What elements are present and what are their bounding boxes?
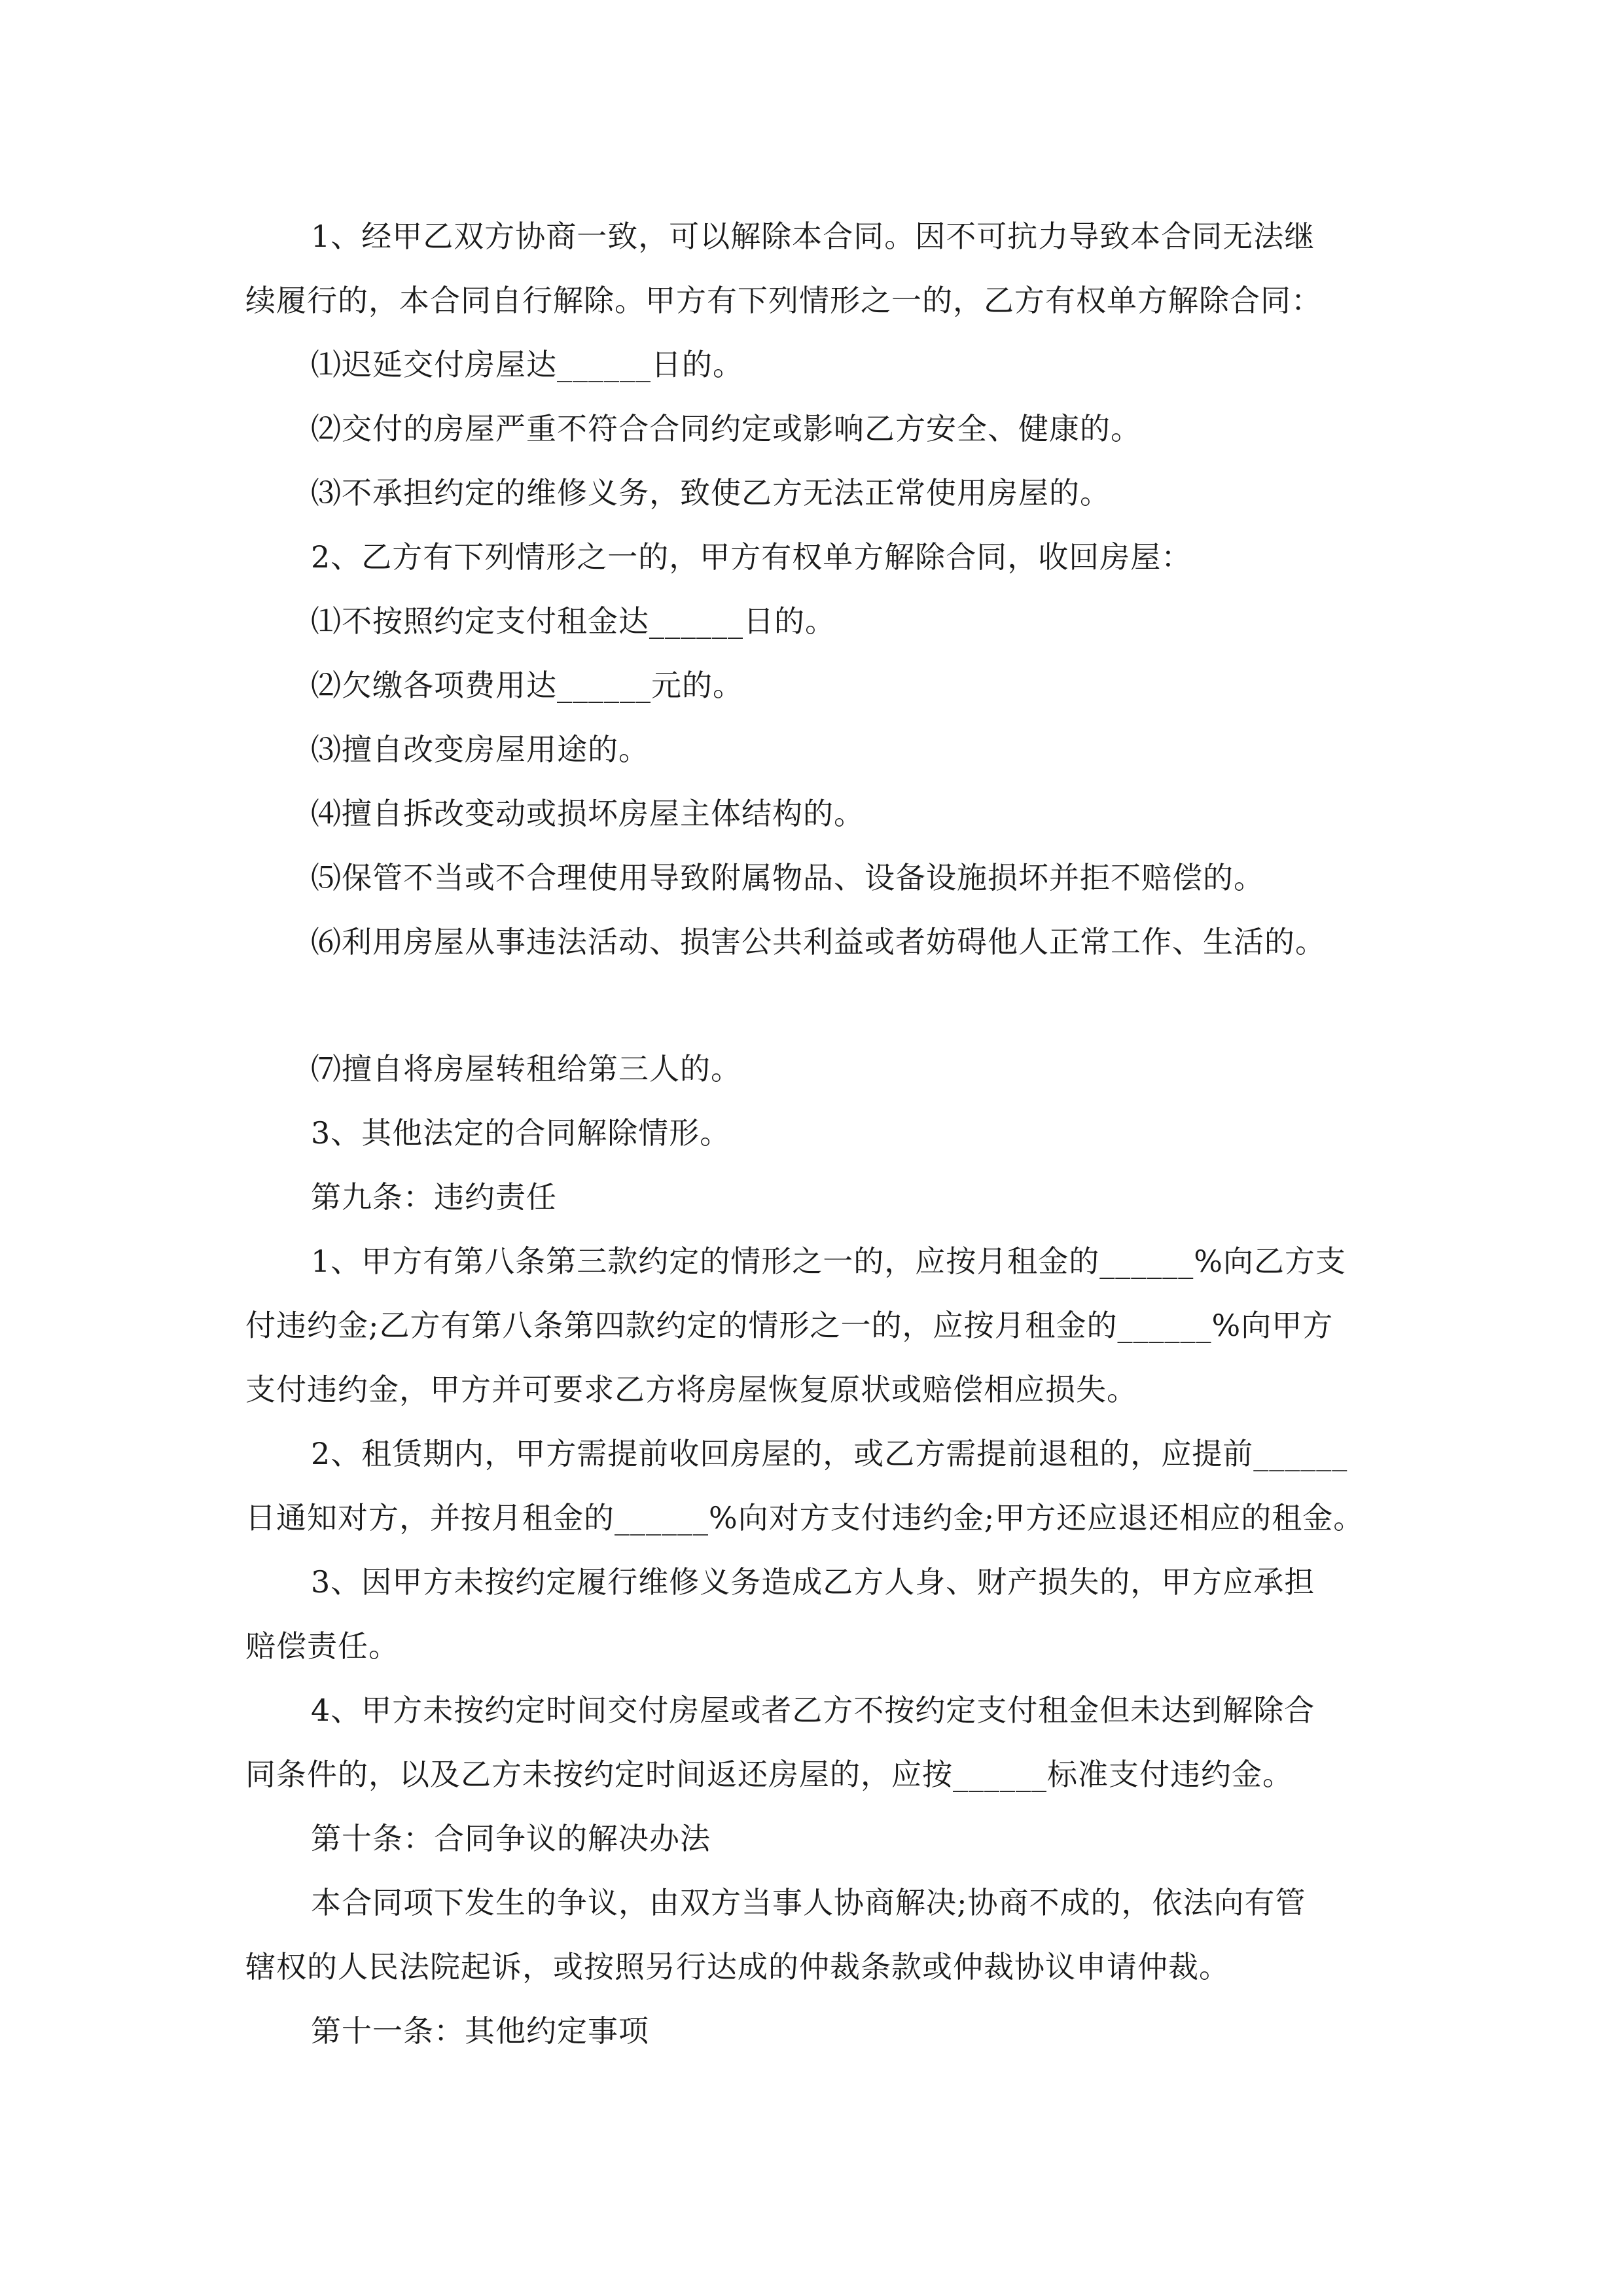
clause-9-1-line-3: 支付违约金，甲方并可要求乙方将房屋恢复原状或赔偿相应损失。	[245, 1372, 1137, 1407]
clause-8-1-item-3: ⑶不承担约定的维修义务，致使乙方无法正常使用房屋的。	[311, 475, 1111, 511]
article-10-line-2: 辖权的人民法院起诉，或按照另行达成的仲裁条款或仲裁协议申请仲裁。	[245, 1949, 1230, 1984]
clause-8-2-item-5: ⑸保管不当或不合理使用导致附属物品、设备设施损坏并拒不赔偿的。	[311, 860, 1264, 895]
clause-8-2-item-3: ⑶擅自改变房屋用途的。	[311, 732, 649, 767]
article-9-heading: 第九条：违约责任	[311, 1179, 557, 1215]
clause-9-4-line-1: 4、甲方未按约定时间交付房屋或者乙方不按约定支付租金但未达到解除合	[311, 1693, 1315, 1728]
clause-8-1-line-2: 续履行的，本合同自行解除。甲方有下列情形之一的，乙方有权单方解除合同：	[245, 283, 1322, 318]
paragraph-gap	[245, 974, 1397, 1037]
clause-8-3: 3、其他法定的合同解除情形。	[311, 1115, 731, 1151]
clause-9-2-line-2: 日通知对方，并按月租金的______%向对方支付违约金;甲方还应退还相应的租金。	[245, 1500, 1364, 1535]
article-10-heading: 第十条：合同争议的解决办法	[311, 1821, 711, 1856]
clause-8-2-heading: 2、乙方有下列情形之一的，甲方有权单方解除合同，收回房屋：	[311, 539, 1192, 575]
article-10-line-1: 本合同项下发生的争议，由双方当事人协商解决;协商不成的，依法向有管	[311, 1885, 1306, 1920]
clause-9-4-line-2: 同条件的，以及乙方未按约定时间返还房屋的，应按______标准支付违约金。	[245, 1757, 1293, 1792]
clause-9-2-line-1: 2、租赁期内，甲方需提前收回房屋的，或乙方需提前退租的，应提前______	[311, 1436, 1348, 1471]
contract-text	[245, 204, 1397, 2063]
clause-8-1-item-1: ⑴迟延交付房屋达______日的。	[311, 347, 743, 382]
clause-8-1-item-2: ⑵交付的房屋严重不符合合同约定或影响乙方安全、健康的。	[311, 411, 1141, 446]
clause-8-2-item-2: ⑵欠缴各项费用达______元的。	[311, 668, 743, 703]
clause-9-1-line-1: 1、甲方有第八条第三款约定的情形之一的，应按月租金的______%向乙方支	[311, 1244, 1346, 1279]
clause-8-2-item-6: ⑹利用房屋从事违法活动、损害公共利益或者妨碍他人正常工作、生活的。	[311, 924, 1326, 960]
clause-8-2-item-7: ⑺擅自将房屋转租给第三人的。	[311, 1051, 741, 1086]
clause-9-3-line-1: 3、因甲方未按约定履行维修义务造成乙方人身、财产损失的，甲方应承担	[311, 1564, 1315, 1600]
article-11-heading: 第十一条：其他约定事项	[311, 2013, 649, 2049]
clause-9-3-line-2: 赔偿责任。	[245, 1628, 399, 1664]
clause-9-1-line-2: 付违约金;乙方有第八条第四款约定的情形之一的，应按月租金的______%向甲方	[245, 1308, 1334, 1343]
clause-8-2-item-4: ⑷擅自拆改变动或损坏房屋主体结构的。	[311, 796, 865, 831]
clause-8-1-line-1: 1、经甲乙双方协商一致，可以解除本合同。因不可抗力导致本合同无法继	[311, 219, 1315, 254]
clause-8-2-item-1: ⑴不按照约定支付租金达______日的。	[311, 603, 836, 639]
